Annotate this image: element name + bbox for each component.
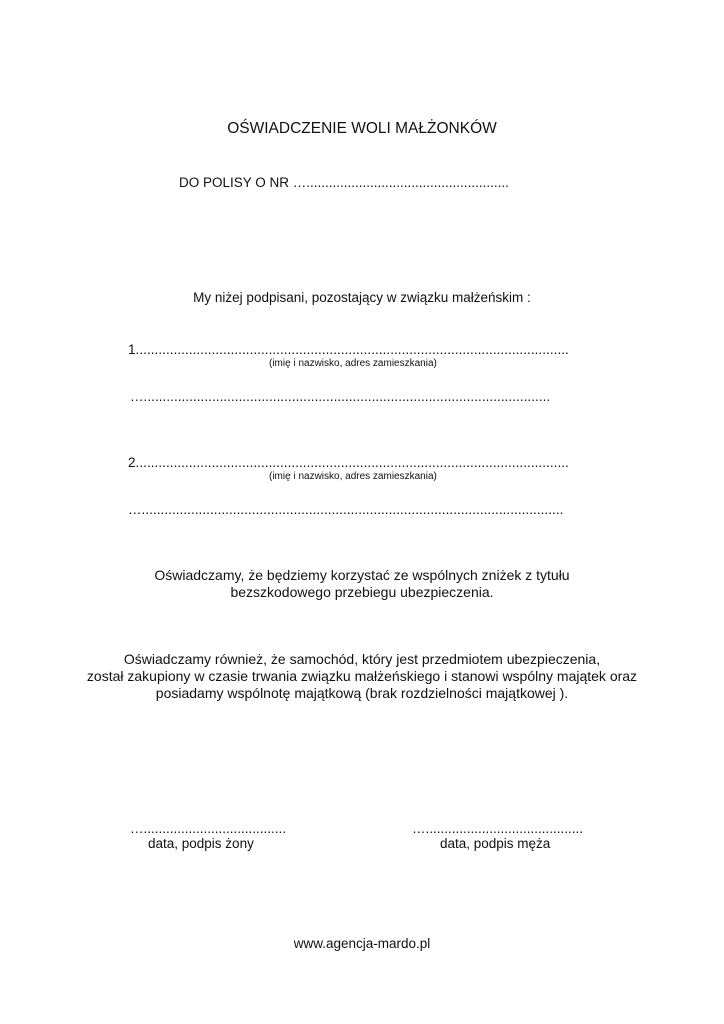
person-2-name-line: 2.................................................................................................................. xyxy=(128,455,569,470)
policy-number-line: DO POLISY O NR …...................................................... xyxy=(179,175,509,190)
person-2-address-line: …............................................................................................................... xyxy=(128,502,564,517)
husband-signature-label: data, podpis męża xyxy=(440,836,551,851)
person-1-caption: (imię i nazwisko, adres zamieszkania) xyxy=(269,358,437,369)
person-2-caption: (imię i nazwisko, adres zamieszkania) xyxy=(269,471,437,482)
person-1-name-line: 1.................................................................................................................. xyxy=(128,342,569,357)
intro-text: My niżej podpisani, pozostający w związku małżeńskim : xyxy=(193,290,531,305)
person-1-address-line: …........................................................................................................... xyxy=(130,389,551,404)
declaration-1-line-2: bezszkodowego przebiegu ubezpieczenia. xyxy=(230,584,494,600)
declaration-2-line-1: Oświadczamy również, że samochód, który jest przedmiotem ubezpieczenia, xyxy=(123,651,601,667)
declaration-1-line-1: Oświadczamy, że będziemy korzystać ze wspólnych zniżek z tytułu xyxy=(154,567,570,583)
document-title: OŚWIADCZENIE WOLI MAŁŻONKÓW xyxy=(227,120,497,137)
footer-website: www.agencja-mardo.pl xyxy=(293,936,431,951)
wife-signature-line: …...................................... xyxy=(130,821,287,836)
wife-signature-label: data, podpis żony xyxy=(148,836,254,851)
husband-signature-line: ….......................................... xyxy=(412,821,584,836)
declaration-2-line-2: został zakupiony w czasie trwania związku małżeńskiego i stanowi wspólny majątek oraz xyxy=(86,668,638,684)
declaration-2-line-3: posiadamy wspólnotę majątkową (brak rozdzielności majątkowej ). xyxy=(155,685,569,701)
